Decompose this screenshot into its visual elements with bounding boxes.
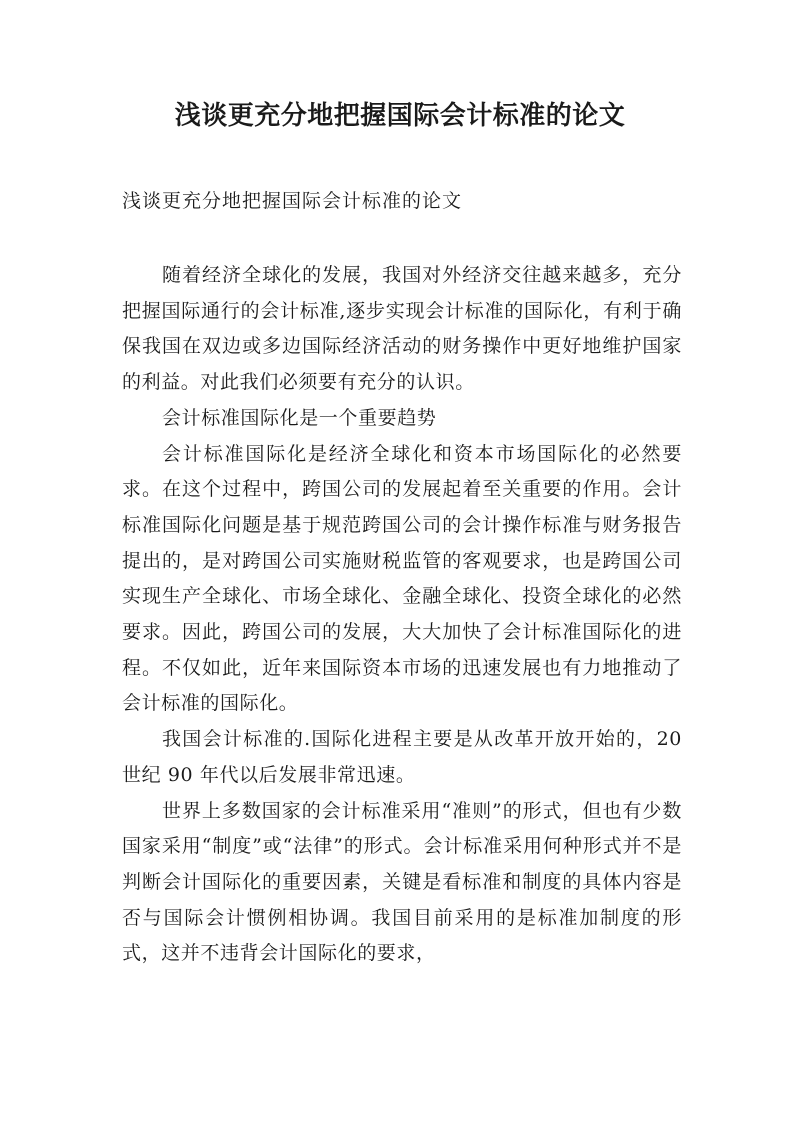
section-heading: 会计标准国际化是一个重要趋势 [162,406,437,429]
document-body [122,258,682,972]
document-title: 浅谈更充分地把握国际会计标准的论文 [174,101,626,131]
paragraph-intro: 随着经济全球化的发展，我国对外经济交往越来越多，充分把握国际通行的会计标准,逐步实现会计标准的国际化，有利于确保我国在双边或多边国际经济活动的财务操作中更好地维护国家的利益。对此我们必须要有充分的认识。 [122,264,682,394]
paragraph-trend: 会计标准国际化是经济全球化和资本市场国际化的必然要求。在这个过程中，跨国公司的发展起着至关重要的作用。会计标准国际化问题是基于规范跨国公司的会计操作标准与财务报告提出的，是对跨国公司实施财税监管的客观要求，也是跨国公司实现生产全球化、市场全球化、金融全球化、投资全球化的必然要求。因此，跨国公司的发展，大大加快了会计标准国际化的进程。不仅如此，近年来国际资本市场的迅速发展也有力地推动了会计标准的国际化。 [122,442,682,715]
paragraph-china-process: 我国会计标准的.国际化进程主要是从改革开放开始的，20 世纪 90 年代以后发展非常迅速。 [122,728,682,786]
document-subtitle: 浅谈更充分地把握国际会计标准的论文 [122,190,463,212]
paragraph-forms: 世界上多数国家的会计标准采用“准则”的形式，但也有少数国家采用“制度”或“法律”的形式。会计标准采用何种形式并不是判断会计国际化的重要因素，关键是看标准和制度的具体内容是否与国际会计惯例相协调。我国目前采用的是标准加制度的形式，这并不违背会计国际化的要求， [122,799,682,965]
